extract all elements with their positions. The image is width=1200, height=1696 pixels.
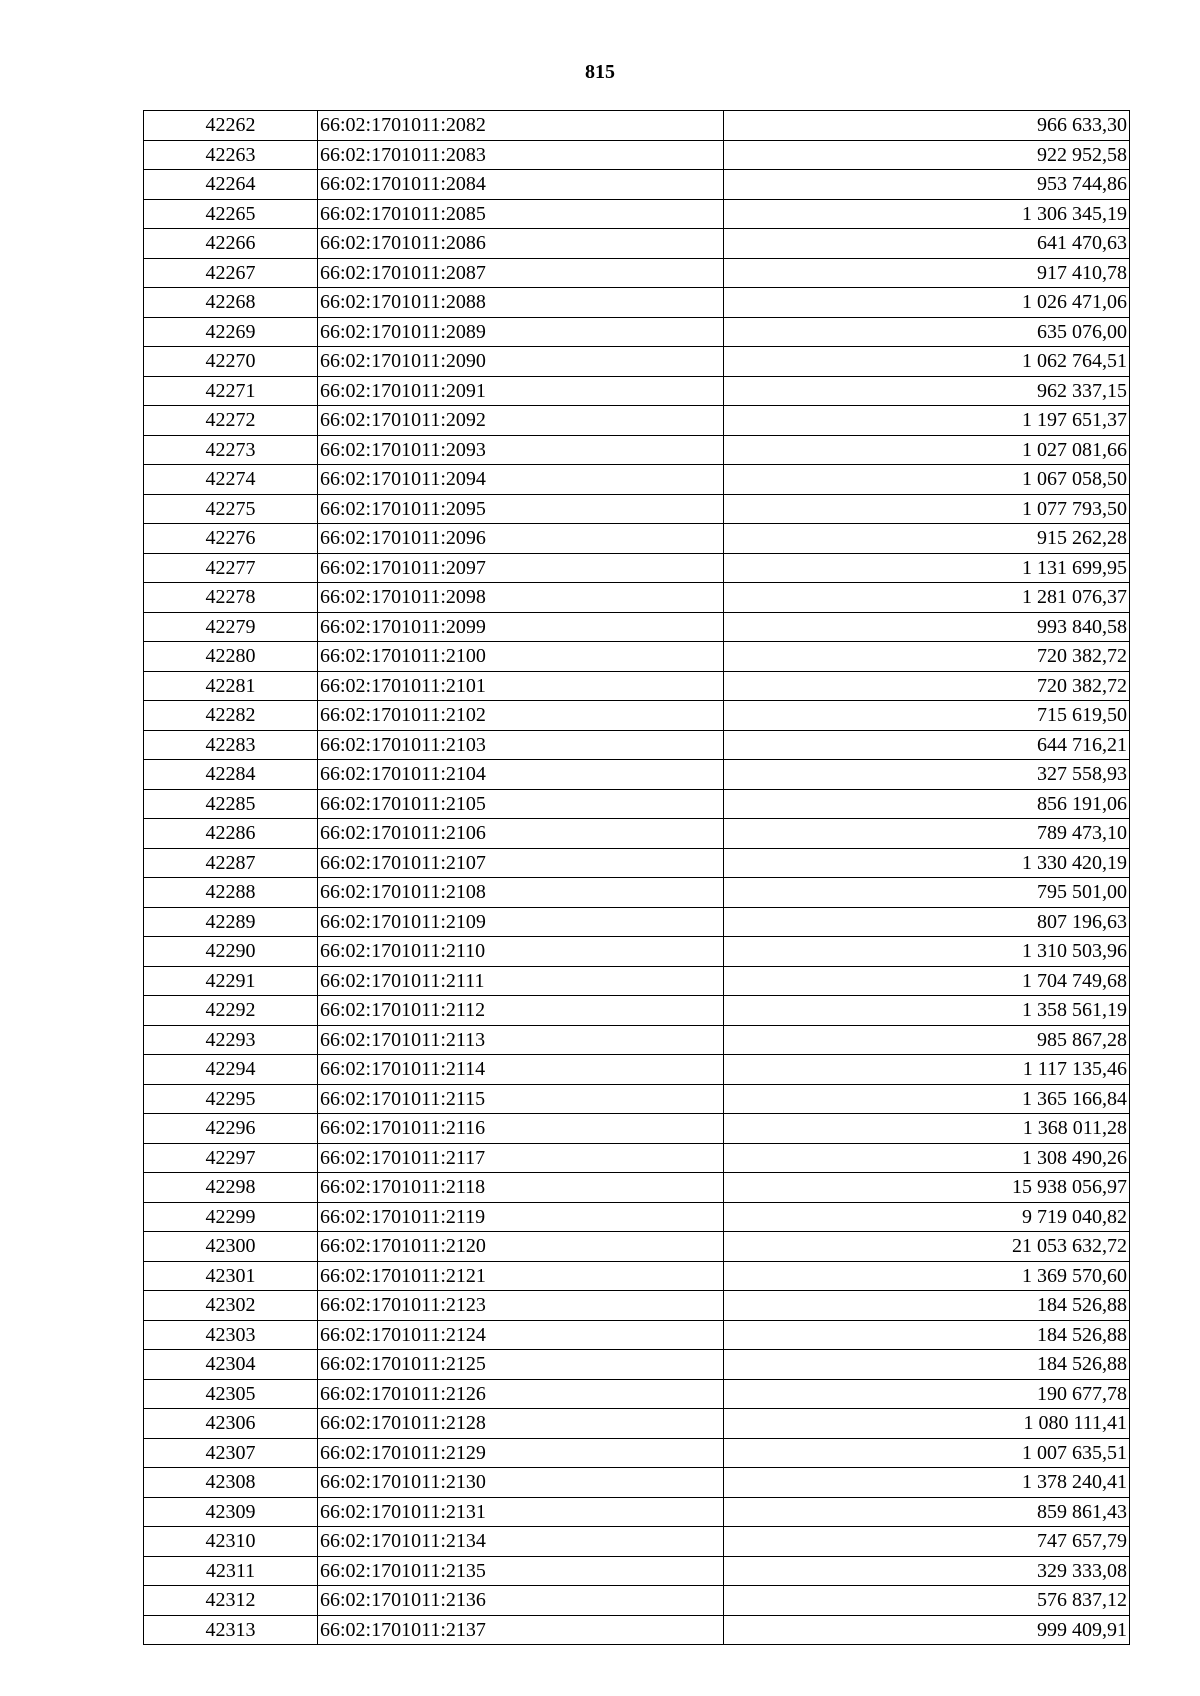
cadastral-number-cell: 66:02:1701011:2137 bbox=[318, 1615, 724, 1645]
cadastral-number-cell: 66:02:1701011:2129 bbox=[318, 1438, 724, 1468]
row-number-cell: 42310 bbox=[144, 1527, 318, 1557]
table-row bbox=[144, 1379, 1130, 1409]
table-row bbox=[144, 996, 1130, 1026]
table-row bbox=[144, 317, 1130, 347]
cadastral-number-cell: 66:02:1701011:2123 bbox=[318, 1291, 724, 1321]
cadastral-value-cell: 190 677,78 bbox=[724, 1379, 1130, 1409]
cadastral-value-cell: 795 501,00 bbox=[724, 878, 1130, 908]
row-number-cell: 42285 bbox=[144, 789, 318, 819]
table-row bbox=[144, 1438, 1130, 1468]
cadastral-value-cell: 915 262,28 bbox=[724, 524, 1130, 554]
table-row bbox=[144, 1261, 1130, 1291]
row-number-cell: 42291 bbox=[144, 966, 318, 996]
cadastral-number-cell: 66:02:1701011:2096 bbox=[318, 524, 724, 554]
cadastral-number-cell: 66:02:1701011:2115 bbox=[318, 1084, 724, 1114]
cadastral-value-cell: 1 080 111,41 bbox=[724, 1409, 1130, 1439]
cadastral-number-cell: 66:02:1701011:2116 bbox=[318, 1114, 724, 1144]
row-number-cell: 42266 bbox=[144, 229, 318, 259]
table-row bbox=[144, 1173, 1130, 1203]
cadastral-number-cell: 66:02:1701011:2087 bbox=[318, 258, 724, 288]
cadastral-value-cell: 1 369 570,60 bbox=[724, 1261, 1130, 1291]
table-row bbox=[144, 1497, 1130, 1527]
row-number-cell: 42311 bbox=[144, 1556, 318, 1586]
cadastral-number-cell: 66:02:1701011:2098 bbox=[318, 583, 724, 613]
table-row bbox=[144, 701, 1130, 731]
cadastral-value-cell: 184 526,88 bbox=[724, 1350, 1130, 1380]
cadastral-value-cell: 720 382,72 bbox=[724, 671, 1130, 701]
row-number-cell: 42308 bbox=[144, 1468, 318, 1498]
cadastral-value-cell: 9 719 040,82 bbox=[724, 1202, 1130, 1232]
cadastral-number-cell: 66:02:1701011:2104 bbox=[318, 760, 724, 790]
cadastral-value-cell: 184 526,88 bbox=[724, 1291, 1130, 1321]
table-row bbox=[144, 494, 1130, 524]
table-row bbox=[144, 848, 1130, 878]
cadastral-number-cell: 66:02:1701011:2135 bbox=[318, 1556, 724, 1586]
cadastral-number-cell: 66:02:1701011:2103 bbox=[318, 730, 724, 760]
row-number-cell: 42280 bbox=[144, 642, 318, 672]
cadastral-number-cell: 66:02:1701011:2119 bbox=[318, 1202, 724, 1232]
cadastral-value-cell: 1 704 749,68 bbox=[724, 966, 1130, 996]
cadastral-value-cell: 1 117 135,46 bbox=[724, 1055, 1130, 1085]
row-number-cell: 42300 bbox=[144, 1232, 318, 1262]
cadastral-value-cell: 789 473,10 bbox=[724, 819, 1130, 849]
row-number-cell: 42276 bbox=[144, 524, 318, 554]
cadastral-value-cell: 999 409,91 bbox=[724, 1615, 1130, 1645]
row-number-cell: 42303 bbox=[144, 1320, 318, 1350]
row-number-cell: 42270 bbox=[144, 347, 318, 377]
table-row bbox=[144, 1586, 1130, 1616]
table-row bbox=[144, 140, 1130, 170]
cadastral-value-cell: 962 337,15 bbox=[724, 376, 1130, 406]
table-row bbox=[144, 465, 1130, 495]
cadastral-value-cell: 922 952,58 bbox=[724, 140, 1130, 170]
cadastral-value-cell: 184 526,88 bbox=[724, 1320, 1130, 1350]
table-row bbox=[144, 1055, 1130, 1085]
row-number-cell: 42265 bbox=[144, 199, 318, 229]
row-number-cell: 42307 bbox=[144, 1438, 318, 1468]
row-number-cell: 42297 bbox=[144, 1143, 318, 1173]
table-row bbox=[144, 583, 1130, 613]
cadastral-number-cell: 66:02:1701011:2102 bbox=[318, 701, 724, 731]
row-number-cell: 42273 bbox=[144, 435, 318, 465]
cadastral-value-cell: 641 470,63 bbox=[724, 229, 1130, 259]
table-row bbox=[144, 1025, 1130, 1055]
cadastral-value-cell: 747 657,79 bbox=[724, 1527, 1130, 1557]
table-row bbox=[144, 1350, 1130, 1380]
cadastral-number-cell: 66:02:1701011:2107 bbox=[318, 848, 724, 878]
cadastral-number-cell: 66:02:1701011:2090 bbox=[318, 347, 724, 377]
table-row bbox=[144, 878, 1130, 908]
cadastral-number-cell: 66:02:1701011:2095 bbox=[318, 494, 724, 524]
cadastral-number-cell: 66:02:1701011:2086 bbox=[318, 229, 724, 259]
cadastral-number-cell: 66:02:1701011:2120 bbox=[318, 1232, 724, 1262]
row-number-cell: 42296 bbox=[144, 1114, 318, 1144]
row-number-cell: 42305 bbox=[144, 1379, 318, 1409]
row-number-cell: 42277 bbox=[144, 553, 318, 583]
cadastral-value-cell: 856 191,06 bbox=[724, 789, 1130, 819]
table-row bbox=[144, 347, 1130, 377]
row-number-cell: 42302 bbox=[144, 1291, 318, 1321]
page-number: 815 bbox=[585, 61, 615, 83]
table-row bbox=[144, 1468, 1130, 1498]
cadastral-value-cell: 1 077 793,50 bbox=[724, 494, 1130, 524]
cadastral-number-cell: 66:02:1701011:2094 bbox=[318, 465, 724, 495]
row-number-cell: 42279 bbox=[144, 612, 318, 642]
table-row bbox=[144, 937, 1130, 967]
row-number-cell: 42267 bbox=[144, 258, 318, 288]
cadastral-number-cell: 66:02:1701011:2082 bbox=[318, 111, 724, 141]
table-row bbox=[144, 1291, 1130, 1321]
cadastral-number-cell: 66:02:1701011:2097 bbox=[318, 553, 724, 583]
cadastral-value-cell: 1 067 058,50 bbox=[724, 465, 1130, 495]
cadastral-value-cell: 327 558,93 bbox=[724, 760, 1130, 790]
row-number-cell: 42271 bbox=[144, 376, 318, 406]
row-number-cell: 42313 bbox=[144, 1615, 318, 1645]
table-row bbox=[144, 376, 1130, 406]
cadastral-value-cell: 1 378 240,41 bbox=[724, 1468, 1130, 1498]
row-number-cell: 42282 bbox=[144, 701, 318, 731]
cadastral-value-cell: 1 358 561,19 bbox=[724, 996, 1130, 1026]
table-row bbox=[144, 1084, 1130, 1114]
row-number-cell: 42286 bbox=[144, 819, 318, 849]
cadastral-number-cell: 66:02:1701011:2128 bbox=[318, 1409, 724, 1439]
row-number-cell: 42288 bbox=[144, 878, 318, 908]
cadastral-number-cell: 66:02:1701011:2109 bbox=[318, 907, 724, 937]
cadastral-number-cell: 66:02:1701011:2093 bbox=[318, 435, 724, 465]
cadastral-value-cell: 1 007 635,51 bbox=[724, 1438, 1130, 1468]
cadastral-number-cell: 66:02:1701011:2118 bbox=[318, 1173, 724, 1203]
table-row bbox=[144, 288, 1130, 318]
cadastral-value-cell: 329 333,08 bbox=[724, 1556, 1130, 1586]
row-number-cell: 42299 bbox=[144, 1202, 318, 1232]
cadastral-value-cell: 966 633,30 bbox=[724, 111, 1130, 141]
table-row bbox=[144, 229, 1130, 259]
cadastral-value-cell: 644 716,21 bbox=[724, 730, 1130, 760]
cadastral-number-cell: 66:02:1701011:2108 bbox=[318, 878, 724, 908]
cadastral-value-cell: 1 131 699,95 bbox=[724, 553, 1130, 583]
cadastral-number-cell: 66:02:1701011:2136 bbox=[318, 1586, 724, 1616]
cadastral-value-cell: 1 026 471,06 bbox=[724, 288, 1130, 318]
row-number-cell: 42309 bbox=[144, 1497, 318, 1527]
table-row bbox=[144, 671, 1130, 701]
row-number-cell: 42272 bbox=[144, 406, 318, 436]
table-row bbox=[144, 612, 1130, 642]
cadastral-value-cell: 715 619,50 bbox=[724, 701, 1130, 731]
table-row bbox=[144, 435, 1130, 465]
cadastral-value-cell: 1 306 345,19 bbox=[724, 199, 1130, 229]
cadastral-number-cell: 66:02:1701011:2111 bbox=[318, 966, 724, 996]
table-row bbox=[144, 1232, 1130, 1262]
table-row bbox=[144, 789, 1130, 819]
table-row bbox=[144, 819, 1130, 849]
table-row bbox=[144, 1143, 1130, 1173]
row-number-cell: 42301 bbox=[144, 1261, 318, 1291]
cadastral-value-cell: 1 310 503,96 bbox=[724, 937, 1130, 967]
cadastral-value-cell: 15 938 056,97 bbox=[724, 1173, 1130, 1203]
cadastral-value-cell: 1 027 081,66 bbox=[724, 435, 1130, 465]
table-row bbox=[144, 553, 1130, 583]
table-body bbox=[144, 111, 1130, 1645]
cadastral-number-cell: 66:02:1701011:2131 bbox=[318, 1497, 724, 1527]
table-row bbox=[144, 730, 1130, 760]
cadastral-number-cell: 66:02:1701011:2121 bbox=[318, 1261, 724, 1291]
row-number-cell: 42281 bbox=[144, 671, 318, 701]
cadastral-number-cell: 66:02:1701011:2101 bbox=[318, 671, 724, 701]
cadastral-value-table bbox=[143, 110, 1130, 1645]
cadastral-value-cell: 1 281 076,37 bbox=[724, 583, 1130, 613]
table-row bbox=[144, 1556, 1130, 1586]
table-row bbox=[144, 760, 1130, 790]
cadastral-number-cell: 66:02:1701011:2114 bbox=[318, 1055, 724, 1085]
table-row bbox=[144, 111, 1130, 141]
cadastral-value-cell: 1 330 420,19 bbox=[724, 848, 1130, 878]
cadastral-number-cell: 66:02:1701011:2126 bbox=[318, 1379, 724, 1409]
table-row bbox=[144, 907, 1130, 937]
cadastral-number-cell: 66:02:1701011:2083 bbox=[318, 140, 724, 170]
row-number-cell: 42287 bbox=[144, 848, 318, 878]
cadastral-value-cell: 1 368 011,28 bbox=[724, 1114, 1130, 1144]
row-number-cell: 42312 bbox=[144, 1586, 318, 1616]
table-row bbox=[144, 406, 1130, 436]
cadastral-value-cell: 1 062 764,51 bbox=[724, 347, 1130, 377]
row-number-cell: 42263 bbox=[144, 140, 318, 170]
row-number-cell: 42290 bbox=[144, 937, 318, 967]
cadastral-number-cell: 66:02:1701011:2105 bbox=[318, 789, 724, 819]
cadastral-number-cell: 66:02:1701011:2134 bbox=[318, 1527, 724, 1557]
cadastral-number-cell: 66:02:1701011:2100 bbox=[318, 642, 724, 672]
table-row bbox=[144, 1320, 1130, 1350]
cadastral-value-cell: 1 197 651,37 bbox=[724, 406, 1130, 436]
cadastral-number-cell: 66:02:1701011:2130 bbox=[318, 1468, 724, 1498]
table-row bbox=[144, 170, 1130, 200]
row-number-cell: 42275 bbox=[144, 494, 318, 524]
cadastral-value-cell: 993 840,58 bbox=[724, 612, 1130, 642]
row-number-cell: 42292 bbox=[144, 996, 318, 1026]
cadastral-number-cell: 66:02:1701011:2112 bbox=[318, 996, 724, 1026]
table-row bbox=[144, 642, 1130, 672]
cadastral-value-cell: 576 837,12 bbox=[724, 1586, 1130, 1616]
cadastral-number-cell: 66:02:1701011:2113 bbox=[318, 1025, 724, 1055]
table-row bbox=[144, 1615, 1130, 1645]
cadastral-value-cell: 1 365 166,84 bbox=[724, 1084, 1130, 1114]
table-row bbox=[144, 1409, 1130, 1439]
row-number-cell: 42278 bbox=[144, 583, 318, 613]
table-row bbox=[144, 258, 1130, 288]
row-number-cell: 42284 bbox=[144, 760, 318, 790]
row-number-cell: 42304 bbox=[144, 1350, 318, 1380]
row-number-cell: 42295 bbox=[144, 1084, 318, 1114]
row-number-cell: 42298 bbox=[144, 1173, 318, 1203]
cadastral-number-cell: 66:02:1701011:2088 bbox=[318, 288, 724, 318]
cadastral-number-cell: 66:02:1701011:2117 bbox=[318, 1143, 724, 1173]
cadastral-number-cell: 66:02:1701011:2099 bbox=[318, 612, 724, 642]
cadastral-number-cell: 66:02:1701011:2084 bbox=[318, 170, 724, 200]
cadastral-value-cell: 859 861,43 bbox=[724, 1497, 1130, 1527]
row-number-cell: 42283 bbox=[144, 730, 318, 760]
table-row bbox=[144, 1202, 1130, 1232]
cadastral-value-cell: 635 076,00 bbox=[724, 317, 1130, 347]
table-row bbox=[144, 966, 1130, 996]
cadastral-number-cell: 66:02:1701011:2106 bbox=[318, 819, 724, 849]
cadastral-value-cell: 917 410,78 bbox=[724, 258, 1130, 288]
row-number-cell: 42289 bbox=[144, 907, 318, 937]
cadastral-value-cell: 21 053 632,72 bbox=[724, 1232, 1130, 1262]
cadastral-value-cell: 985 867,28 bbox=[724, 1025, 1130, 1055]
cadastral-number-cell: 66:02:1701011:2091 bbox=[318, 376, 724, 406]
row-number-cell: 42293 bbox=[144, 1025, 318, 1055]
table-row bbox=[144, 1114, 1130, 1144]
row-number-cell: 42294 bbox=[144, 1055, 318, 1085]
cadastral-value-cell: 953 744,86 bbox=[724, 170, 1130, 200]
cadastral-number-cell: 66:02:1701011:2089 bbox=[318, 317, 724, 347]
cadastral-number-cell: 66:02:1701011:2125 bbox=[318, 1350, 724, 1380]
cadastral-number-cell: 66:02:1701011:2110 bbox=[318, 937, 724, 967]
row-number-cell: 42268 bbox=[144, 288, 318, 318]
cadastral-number-cell: 66:02:1701011:2085 bbox=[318, 199, 724, 229]
table-row bbox=[144, 199, 1130, 229]
row-number-cell: 42262 bbox=[144, 111, 318, 141]
cadastral-value-cell: 720 382,72 bbox=[724, 642, 1130, 672]
cadastral-number-cell: 66:02:1701011:2092 bbox=[318, 406, 724, 436]
cadastral-number-cell: 66:02:1701011:2124 bbox=[318, 1320, 724, 1350]
row-number-cell: 42306 bbox=[144, 1409, 318, 1439]
row-number-cell: 42264 bbox=[144, 170, 318, 200]
table-row bbox=[144, 524, 1130, 554]
cadastral-value-cell: 1 308 490,26 bbox=[724, 1143, 1130, 1173]
row-number-cell: 42269 bbox=[144, 317, 318, 347]
table-row bbox=[144, 1527, 1130, 1557]
cadastral-value-cell: 807 196,63 bbox=[724, 907, 1130, 937]
row-number-cell: 42274 bbox=[144, 465, 318, 495]
